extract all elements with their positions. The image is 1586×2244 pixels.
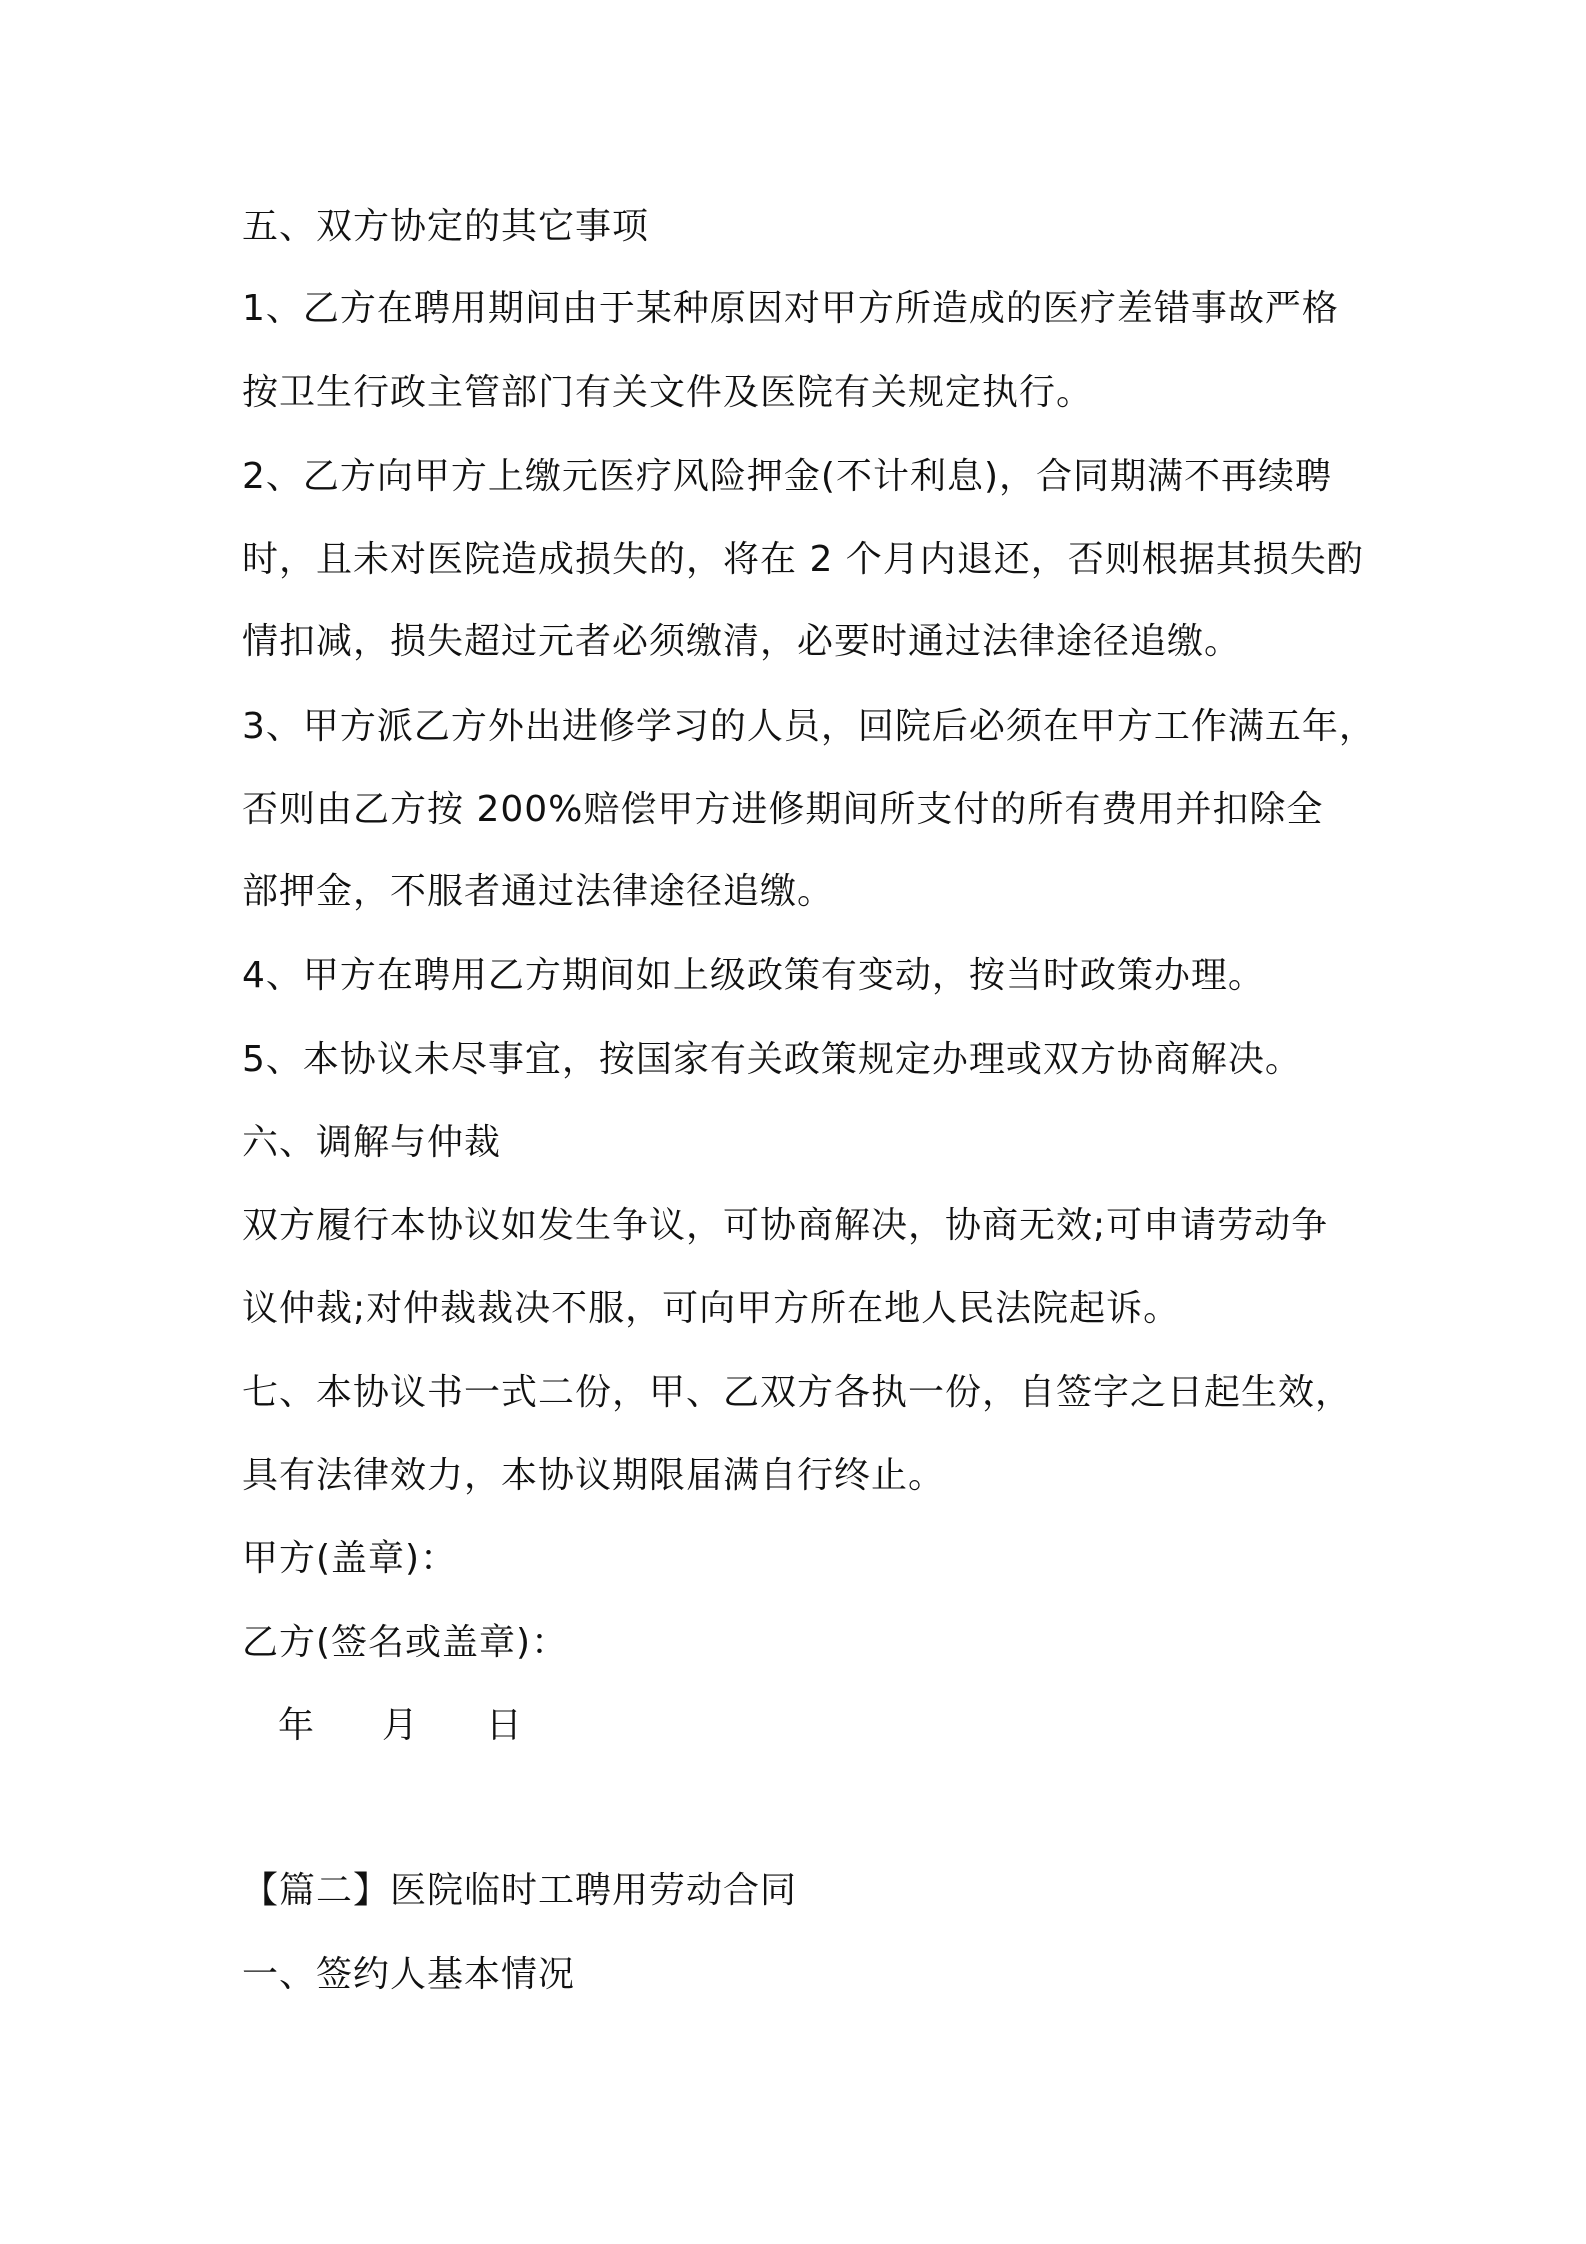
- clause-2-line-3: 情扣减，损失超过元者必须缴清，必要时通过法律途径追缴。: [242, 621, 1242, 662]
- date-month-label: 月: [381, 1705, 419, 1746]
- clause-1-line-2: 按卫生行政主管部门有关文件及医院有关规定执行。: [242, 372, 1094, 413]
- mediation-line-2: 议仲裁;对仲裁裁决不服，可向甲方所在地人民法院起诉。: [242, 1288, 1181, 1329]
- section-2-title: 【篇二】医院临时工聘用劳动合同: [242, 1870, 798, 1911]
- date-year-label: 年: [278, 1705, 316, 1746]
- mediation-line-1: 双方履行本协议如发生争议，可协商解决，协商无效;可申请劳动争: [242, 1205, 1329, 1246]
- date-day-label: 日: [485, 1705, 523, 1746]
- clause-1-line-1: 1、乙方在聘用期间由于某种原因对甲方所造成的医疗差错事故严格: [242, 288, 1339, 329]
- clause-2-line-2: 时，且未对医院造成损失的，将在 2 个月内退还，否则根据其损失酌: [242, 539, 1364, 580]
- party-a-signature-label: 甲方(盖章)：: [242, 1538, 458, 1579]
- section-seven-line-1: 七、本协议书一式二份，甲、乙双方各执一份，自签字之日起生效，: [242, 1372, 1353, 1413]
- party-b-signature-label: 乙方(签名或盖章)：: [242, 1622, 569, 1663]
- clause-3-line-1: 3、甲方派乙方外出进修学习的人员，回院后必须在甲方工作满五年，: [242, 706, 1376, 747]
- clause-3-line-2: 否则由乙方按 200%赔偿甲方进修期间所支付的所有费用并扣除全: [242, 789, 1324, 830]
- date-line: [278, 1702, 523, 1750]
- clause-3-line-3: 部押金，不服者通过法律途径追缴。: [242, 871, 835, 912]
- section-2-heading: 一、签约人基本情况: [242, 1954, 576, 1995]
- clause-2-line-1: 2、乙方向甲方上缴元医疗风险押金(不计利息)，合同期满不再续聘: [242, 456, 1332, 497]
- section-heading-five: 五、双方协定的其它事项: [242, 206, 650, 247]
- clause-5: 5、本协议未尽事宜，按国家有关政策规定办理或双方协商解决。: [242, 1039, 1302, 1080]
- section-seven-line-2: 具有法律效力，本协议期限届满自行终止。: [242, 1455, 946, 1496]
- section-heading-six: 六、调解与仲裁: [242, 1122, 502, 1163]
- clause-4: 4、甲方在聘用乙方期间如上级政策有变动，按当时政策办理。: [242, 955, 1265, 996]
